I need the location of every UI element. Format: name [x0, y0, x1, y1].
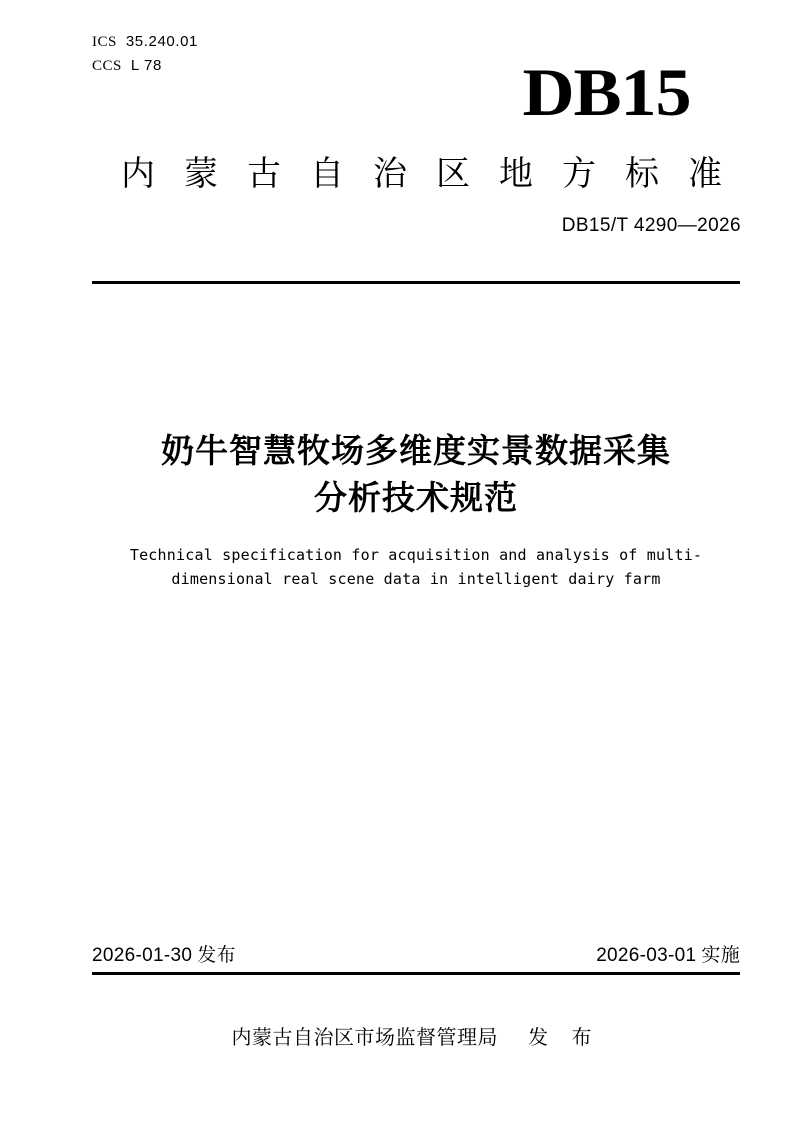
ics-code-label: ICS [92, 34, 117, 50]
implementation-date-value: 2026-03-01 [596, 945, 697, 966]
ics-code-row [92, 30, 198, 54]
issuer-action-label: 发 布 [527, 1027, 601, 1049]
footer-dates [92, 940, 740, 967]
footer-divider-rule [92, 972, 740, 975]
ccs-code-value: L 78 [130, 57, 162, 75]
title-line-1: 奶牛智慧牧场多维度实景数据采集 [161, 432, 671, 469]
ccs-code-row [92, 54, 198, 78]
release-date-label: 发布 [197, 945, 236, 966]
implementation-date-label: 实施 [701, 945, 740, 966]
implementation-date [596, 940, 740, 967]
classification-codes [92, 30, 198, 79]
subtitle-line-2: dimensional real scene data in intelligent dairy farm [171, 570, 661, 589]
document-subtitle [92, 543, 740, 592]
subtitle-line-1: Technical specification for acquisition and analysis of multi- [129, 546, 703, 564]
db15-emblem: DB15 [522, 54, 690, 130]
standard-header-title: 内蒙古自治区地方标准 [121, 155, 751, 193]
release-date [92, 940, 236, 967]
ics-code-value: 35.240.01 [125, 33, 198, 50]
header-divider-rule [92, 281, 740, 284]
release-date-value: 2026-01-30 [92, 945, 193, 966]
ccs-code-label: CCS [92, 58, 122, 75]
issuer-line [92, 1021, 740, 1050]
standard-number: DB15/T 4290—2026 [561, 215, 741, 236]
document-title [92, 428, 740, 522]
title-line-2: 分析技术规范 [314, 478, 518, 516]
issuer-name: 内蒙古自治区市场监督管理局 [231, 1027, 498, 1049]
